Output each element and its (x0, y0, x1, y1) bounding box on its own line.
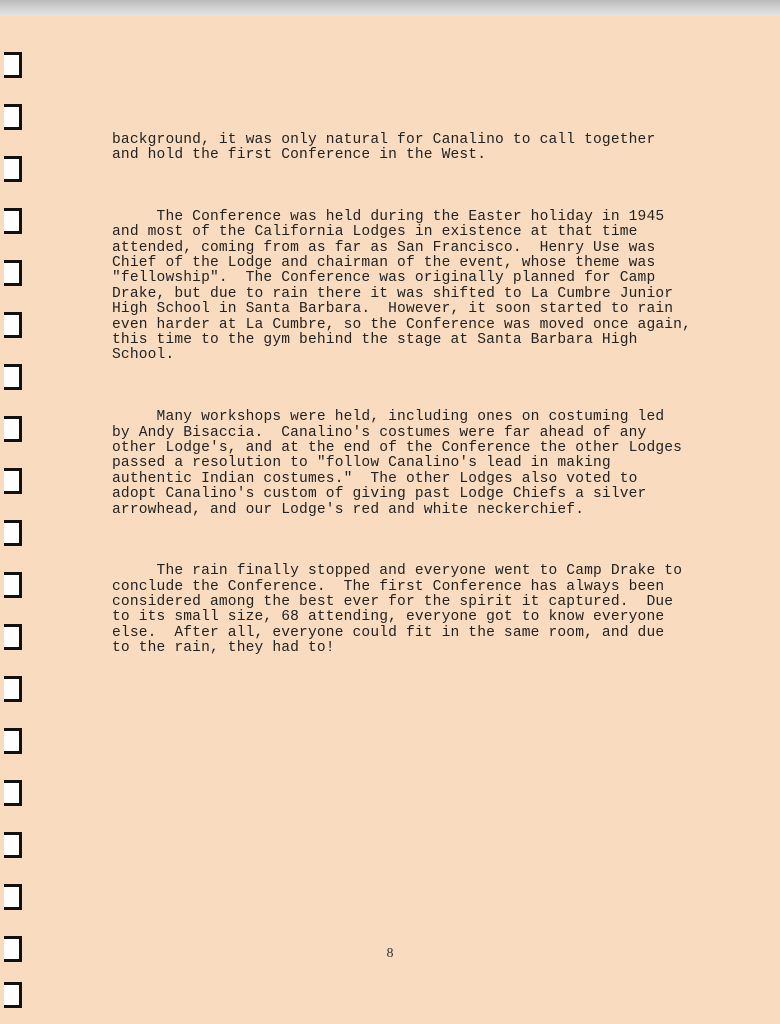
binding-ring (4, 728, 22, 754)
binding-ring (4, 624, 22, 650)
binding-ring (4, 364, 22, 390)
binding-ring (4, 104, 22, 130)
paragraph: background, it was only natural for Canalino to call together and hold the first Conference in the West. (112, 131, 656, 164)
binding-ring (4, 884, 22, 910)
paragraph: The rain finally stopped and everyone went to Camp Drake to conclude the Conference. The first Conference has always been considered among the best ever for the spirit it captured. Due to its small size, 68 attending, everyone got to know everyone else. After all, everyone could fit in the same room, and due to the rain, they had to! (112, 563, 683, 657)
paragraph: The Conference was held during the Easter holiday in 1945 and most of the California Lodges in existence at that time attended, coming from as far as San Francisco. Henry Use was Chief of the Lodge and chairman of the event, whose theme was "fellowship". The Conference was originally planned for Camp Drake, but due to rain there it was shifted to La Cumbre Junior High School in Santa Barbara. However, it soon started to rain even harder at La Cumbre, so the Conference was moved once again, this time to the gym behind the stage at Santa Barbara High School. (112, 208, 691, 364)
binding-ring (4, 572, 22, 598)
page-number: 8 (386, 946, 394, 961)
binding-ring (4, 416, 22, 442)
paragraph: Many workshops were held, including ones on costuming led by Andy Bisaccia. Canalino's costumes were far ahead of any other Lodge's, and at the end of the Conference the other Lodges passed a resolution to "follow Canalino's lead in making authentic Indian costumes." The other Lodges also voted to adopt Canalino's custom of giving past Lodge Chiefs a silver arrowhead, and our Lodge's red and white neckerchief. (112, 409, 683, 518)
spiral-binding (0, 16, 30, 1024)
binding-ring (4, 260, 22, 286)
binding-ring (4, 208, 22, 234)
binding-ring (4, 520, 22, 546)
binding-ring (4, 780, 22, 806)
binding-ring (4, 468, 22, 494)
binding-ring (4, 982, 22, 1008)
binding-ring (4, 832, 22, 858)
binding-ring (4, 676, 22, 702)
binding-ring (4, 52, 22, 78)
binding-ring (4, 312, 22, 338)
body-text (112, 102, 732, 687)
binding-ring (4, 156, 22, 182)
scan-top-edge (0, 0, 780, 16)
